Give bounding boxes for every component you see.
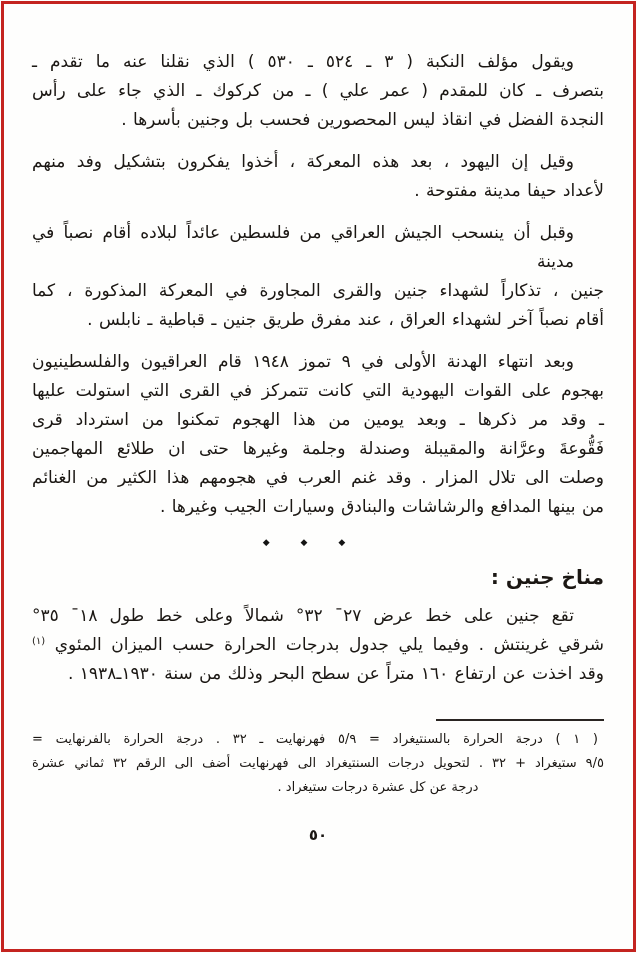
paragraph-climate	[32, 602, 604, 689]
footnote-divider-rule	[436, 719, 604, 721]
text-line: وقد اخذت عن ارتفاع ١٦٠ متراً عن سطح البحر وذلك من سنة ١٩٣٠ـ١٩٣٨ .	[67, 664, 604, 684]
text-line: وبعد انتهاء الهدنة الأولى في ٩ تموز ١٩٤٨ قام العراقيون والفلسطينيون	[32, 352, 574, 372]
text-line: النجدة الفضل في انقاذ ليس المحصورين فحسب بل وجنين بأسرها .	[121, 110, 604, 130]
text-segment: شرقي غرينتش . وفيما يلي جدول بدرجات الحرارة حسب الميزان المئوي	[45, 635, 604, 655]
footnote-line: درجة عن كل عشرة درجات ستيغراد .	[277, 780, 479, 795]
text-line: جنين ، تذكاراً لشهداء جنين والقرى المجاورة في المعركة المذكورة ، كما	[32, 281, 604, 301]
section-separator-ornament: ◆ ◆ ◆	[262, 538, 360, 548]
text-line: فَقُّوعةَ وعرَّانة والمقيبلة وصندلة وجلمة وغيرها حتى ان طلائع المهاجمين	[32, 439, 604, 459]
text-line: لأعداد حيفا مدينة مفتوحة .	[414, 181, 604, 201]
paragraph-nakba-quote	[32, 48, 604, 135]
paragraph-iraqi-memorials	[32, 219, 604, 335]
section-heading-climate: مناخ جنين :	[490, 565, 604, 589]
text-line: أقام نصباً آخر لشهداء العراق ، عند مفرق طريق جنين ـ قباطية ـ نابلس .	[87, 310, 604, 330]
text-line: من بينها المدافع والرشاشات والبنادق وسيارات الجيب وغيرها .	[159, 497, 604, 517]
text-line: ويقول مؤلف النكبة ( ٣ ـ ٥٢٤ ـ ٥٣٠ ) الذي نقلنا عنه ما تقدم ـ	[32, 52, 574, 72]
footnote-line: ( ١ ) درجة الحرارة بالسنتيغراد = ٥/٩ فهرنهايت ـ ٣٢ . درجة الحرارة بالفرنهايت =	[32, 732, 598, 747]
paragraph-truce-attack	[32, 348, 604, 522]
text-line: ـ وقد مر ذكرها ـ وبعد يومين من هذا الهجوم تمكنوا من استرداد قرى	[32, 410, 604, 430]
page-content	[32, 48, 604, 844]
footnote-reference-marker: (١)	[32, 636, 46, 647]
page-number: ٥٠	[308, 826, 328, 844]
text-line: وقبل أن ينسحب الجيش العراقي من فلسطين عائداً لبلاده أقام نصباً في مدينة	[32, 223, 574, 272]
text-line: وقيل إن اليهود ، بعد هذه المعركة ، أخذوا يفكرون بتشكيل وفد منهم	[32, 152, 574, 172]
paragraph-jews-delegation	[32, 148, 604, 206]
text-line: بهجوم على القوات اليهودية التي كانت تتمركز في القرى التي استولت عليها	[32, 381, 604, 401]
footnote-block	[32, 719, 604, 800]
text-line: تقع جنين على خط عرض ٢٧¯ ٣٢° شمالاً وعلى خط طول ١٨¯ ٣٥°	[32, 606, 574, 626]
text-line	[32, 631, 604, 660]
text-line: بتصرف ـ كان للمقدم ( عمر علي ) ـ من كركوك ـ الذي جاء على رأس	[32, 81, 604, 101]
footnote-line: ٩/٥ ستيغراد + ٣٢ . لتحويل درجات السنتيغراد الى فهرنهايت أضف الى الرقم ٣٢ ثماني عشرة	[32, 756, 605, 771]
text-line: وصلت الى تلال المزار . وقد غنم العرب في هجومهم هذا الكثير من الغنائم	[32, 468, 604, 488]
